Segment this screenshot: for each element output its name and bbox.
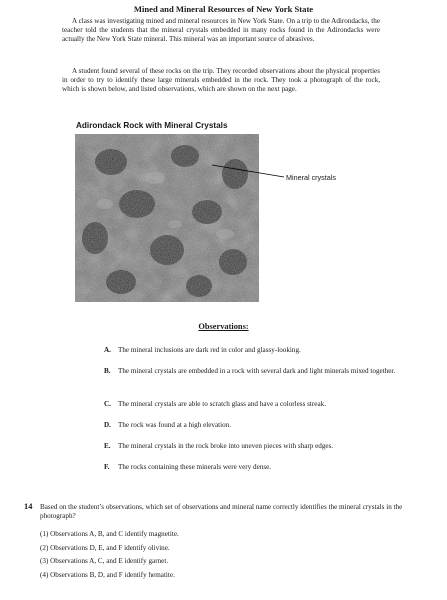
observation-letter: C. <box>104 400 111 408</box>
answer-choice-3[interactable]: (3) Observations A, C, and E identify garnet. <box>40 557 169 565</box>
page-title: Mined and Mineral Resources of New York State <box>133 4 314 14</box>
answer-choice-2[interactable]: (2) Observations D, E, and F identify olivine. <box>40 544 170 552</box>
answer-choice-1[interactable]: (1) Observations A, B, and C identify magnetite. <box>40 530 179 538</box>
observation-item <box>104 421 422 430</box>
observation-letter: A. <box>104 346 111 354</box>
observations-heading: Observations: <box>198 322 249 331</box>
observation-text: The mineral inclusions are dark red in color and glassy-looking. <box>118 346 301 354</box>
question-text: Based on the student’s observations, which set of observations and mineral name correctly identifies the mineral crystals in the photograph? <box>40 503 403 521</box>
observation-text: The mineral crystals are able to scratch glass and have a colorless streak. <box>118 400 326 408</box>
observation-letter: B. <box>104 367 111 375</box>
callout-label: Mineral crystals <box>286 173 336 182</box>
observation-text: The mineral crystals in the rock broke into uneven pieces with sharp edges. <box>118 442 334 450</box>
observation-text: The mineral crystals are embedded in a rock with several dark and light minerals mixed together. <box>118 367 396 375</box>
observation-letter: E. <box>104 442 111 450</box>
observation-item <box>104 367 422 376</box>
observation-text: The rock was found at a high elevation. <box>118 421 232 429</box>
observation-text: The rocks containing these minerals were very dense. <box>118 463 272 471</box>
answer-choice-4[interactable]: (4) Observations B, D, and F identify hematite. <box>40 571 175 579</box>
intro-paragraph-1: A class was investigating mined and mineral resources in New York State. On a trip to the Adirondacks, the teacher told the students that the mineral crystals embedded in many rocks found in the Adirondacks were actually the New York State mineral. This mineral was an important source of abrasives. <box>62 17 380 44</box>
observation-letter: F. <box>104 463 110 471</box>
intro-paragraph-2: A student found several of these rocks on the trip. They recorded observations about the physical properties in order to try to identify these large minerals embedded in the rock. They took a photograph of the rock, which is shown below, and listed observations, which are shown on the next page. <box>62 67 380 94</box>
observation-item <box>104 463 422 472</box>
figure-title: Adirondack Rock with Mineral Crystals <box>76 121 228 130</box>
observation-item <box>104 442 422 451</box>
question-number: 14 <box>24 502 33 511</box>
observation-item <box>104 400 422 409</box>
observation-letter: D. <box>104 421 111 429</box>
observation-item <box>104 346 422 355</box>
